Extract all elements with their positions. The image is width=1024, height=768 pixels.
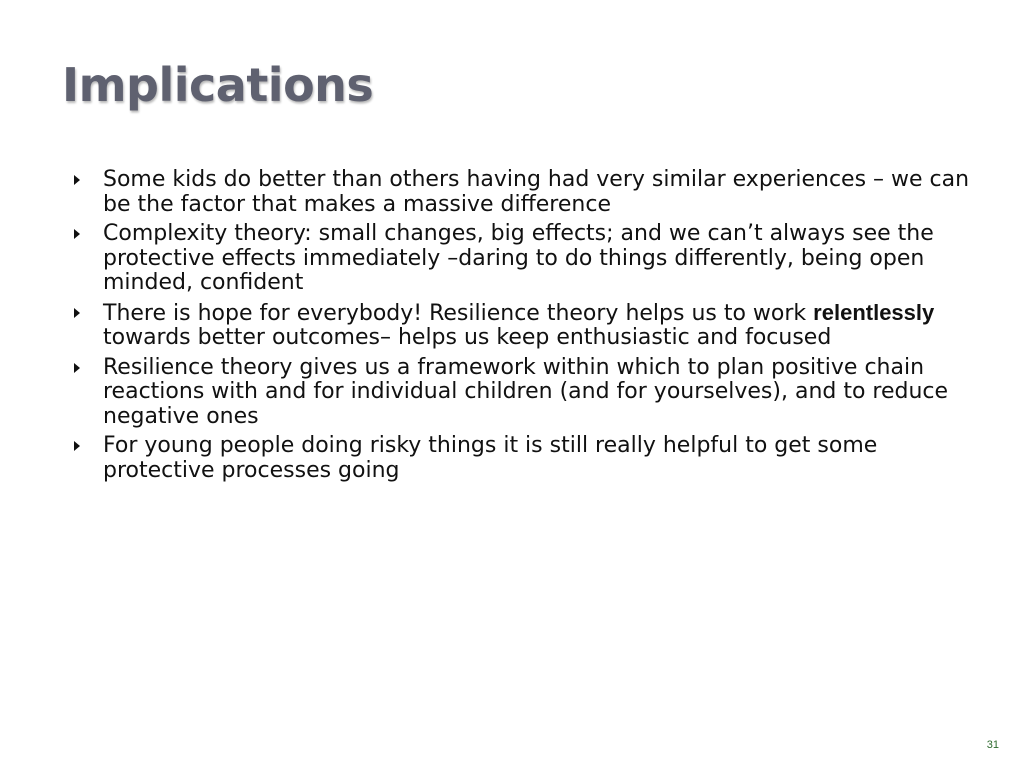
triangle-bullet-icon (74, 441, 80, 451)
triangle-bullet-icon (74, 175, 80, 185)
bullet-text-before: There is hope for everybody! Resilience theory helps us to work (103, 300, 814, 326)
triangle-bullet-icon (74, 363, 80, 373)
bullet-item (74, 168, 974, 217)
bullet-text: Some kids do better than others having had very similar experiences – we can be the factor that makes a massive difference (103, 167, 970, 217)
bullet-item (74, 356, 974, 430)
bullet-item (74, 434, 974, 483)
bullet-emphasis: relentlessly (813, 299, 935, 325)
bullet-text: For young people doing risky things it is still really helpful to get some protective processes going (103, 433, 878, 483)
bullet-text: Resilience theory gives us a framework within which to plan positive chain reactions with and for individual children (and for yourselves), and to reduce negative ones (103, 354, 949, 429)
bullet-list (74, 168, 974, 488)
bullet-text-after: towards better outcomes– helps us keep enthusiastic and focused (103, 325, 832, 350)
bullet-text: Complexity theory: small changes, big effects; and we can’t always see the protective effects immediately –daring to do things differently, being open minded, confident (103, 221, 934, 295)
triangle-bullet-icon (74, 308, 80, 318)
slide-title: Implications (62, 58, 374, 112)
triangle-bullet-icon (74, 229, 80, 239)
bullet-item (74, 301, 974, 351)
bullet-item (74, 222, 974, 296)
page-number: 31 (986, 739, 999, 751)
